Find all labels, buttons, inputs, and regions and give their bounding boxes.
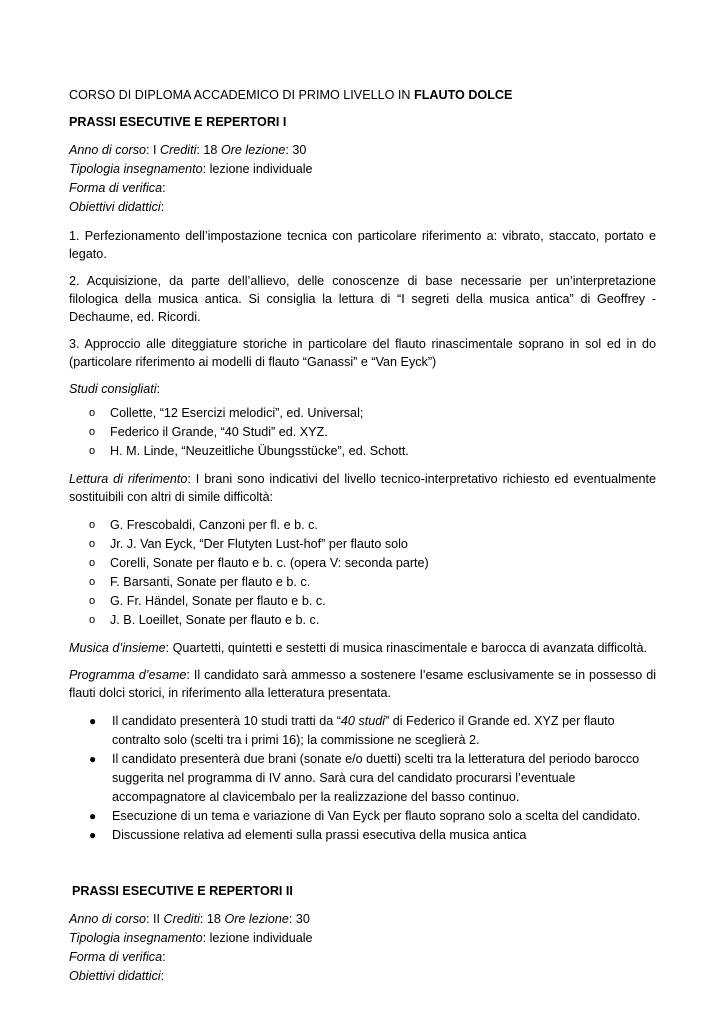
list-item: o Jr. J. Van Eyck, “Der Flutyten Lust-hof” per flauto solo: [69, 535, 656, 554]
verification-line: Forma di verifica:: [69, 181, 166, 195]
circle-bullet-icon: o: [89, 445, 96, 457]
circle-bullet-icon: o: [89, 614, 96, 626]
list-item: o Federico il Grande, “40 Studi” ed. XYZ.: [69, 423, 656, 442]
objectives-line: Obiettivi didattici:: [69, 200, 165, 214]
document-content: [69, 86, 656, 996]
reference-reading: Lettura di riferimento: I brani sono indicativi del livello tecnico-interpretativo richiesto ed eventualmente sostituibili con altri di simile difficoltà:: [69, 472, 656, 504]
list-item: o Corelli, Sonate per flauto e b. c. (opera V: seconda parte): [69, 554, 656, 573]
bullet-icon: ●: [89, 714, 97, 728]
course-year-line: Anno di corso: II Crediti: 18 Ore lezione: 30: [69, 912, 310, 926]
section1-course-info: [69, 141, 656, 217]
circle-bullet-icon: o: [89, 595, 96, 607]
circle-bullet-icon: o: [89, 538, 96, 550]
teaching-type-line: Tipologia insegnamento: lezione individuale: [69, 162, 313, 176]
teaching-type-line: Tipologia insegnamento: lezione individuale: [69, 931, 313, 945]
verification-line: Forma di verifica:: [69, 950, 166, 964]
list-item: ● Il candidato presenterà due brani (sonate e/o duetti) scelti tra la letteratura del periodo barocco suggerita nel programma di IV anno. Sarà cura del candidato procurarsi l’eventuale accompagnatore al clavicembalo per la realizzazione del basso continuo.: [89, 752, 640, 804]
objective-1: 1. Perfezionamento dell’impostazione tecnica con particolare riferimento a: vibrato, staccato, portato e legato.: [69, 229, 656, 261]
list-item: ● Discussione relativa ad elementi sulla prassi esecutiva della musica antica: [69, 826, 656, 845]
section2-heading: PRASSI ESECUTIVE E REPERTORI II: [72, 884, 293, 898]
objectives-line: Obiettivi didattici:: [69, 969, 165, 983]
exam-program: Programma d’esame: Il candidato sarà ammesso a sostenere l’esame esclusivamente se in possesso di flauti dolci storici, in riferimento alla letteratura presentata.: [69, 668, 656, 700]
exam-requirements-list: [69, 712, 656, 845]
bullet-icon: ●: [89, 828, 97, 842]
recommended-studies-label: Studi consigliati:: [69, 382, 161, 396]
circle-bullet-icon: o: [89, 576, 96, 588]
bullet-icon: ●: [89, 809, 97, 823]
reference-pieces-list: [69, 516, 656, 630]
circle-bullet-icon: o: [89, 557, 96, 569]
circle-bullet-icon: o: [89, 426, 96, 438]
bullet-icon: ●: [89, 752, 97, 766]
section1-heading: PRASSI ESECUTIVE E REPERTORI I: [69, 115, 287, 129]
objective-3: 3. Approccio alle diteggiature storiche in particolare del flauto rinascimentale soprano in sol ed in do (particolare riferimento ai modelli di flauto “Ganassi” e “Van Eyck”): [69, 337, 656, 369]
list-item: o G. Frescobaldi, Canzoni per fl. e b. c.: [69, 516, 656, 535]
recommended-studies-list: [69, 404, 656, 461]
list-item: ● Il candidato presenterà 10 studi tratti da “40 studi” di Federico il Grande ed. XYZ per flauto contralto solo (scelti tra i primi 16); la commissione ne sceglierà 2.: [89, 714, 615, 747]
ensemble-music: Musica d’insieme: Quartetti, quintetti e sestetti di musica rinascimentale e barocca di avanzata difficoltà.: [69, 641, 647, 655]
circle-bullet-icon: o: [89, 407, 96, 419]
list-item: o J. B. Loeillet, Sonate per flauto e b. c.: [69, 611, 656, 630]
list-item: o Collette, “12 Esercizi melodici”, ed. Universal;: [69, 404, 656, 423]
objective-2: 2. Acquisizione, da parte dell’allievo, delle conoscenze di base necessarie per un’interpretazione filologica della musica antica. Si consiglia la lettura di “I segreti della musica antica” di Geoffrey - Dechaume, ed. Ricordi.: [69, 274, 656, 324]
section2-course-info: [69, 910, 656, 986]
circle-bullet-icon: o: [89, 519, 96, 531]
list-item: o H. M. Linde, “Neuzeitliche Übungsstücke”, ed. Schott.: [69, 442, 656, 461]
list-item: o G. Fr. Händel, Sonate per flauto e b. c.: [69, 592, 656, 611]
course-year-line: Anno di corso: I Crediti: 18 Ore lezione: 30: [69, 143, 307, 157]
list-item: o F. Barsanti, Sonate per flauto e b. c.: [69, 573, 656, 592]
list-item: ● Esecuzione di un tema e variazione di Van Eyck per flauto soprano solo a scelta del candidato.: [69, 807, 656, 826]
course-title: CORSO DI DIPLOMA ACCADEMICO DI PRIMO LIVELLO IN FLAUTO DOLCE: [69, 88, 513, 102]
